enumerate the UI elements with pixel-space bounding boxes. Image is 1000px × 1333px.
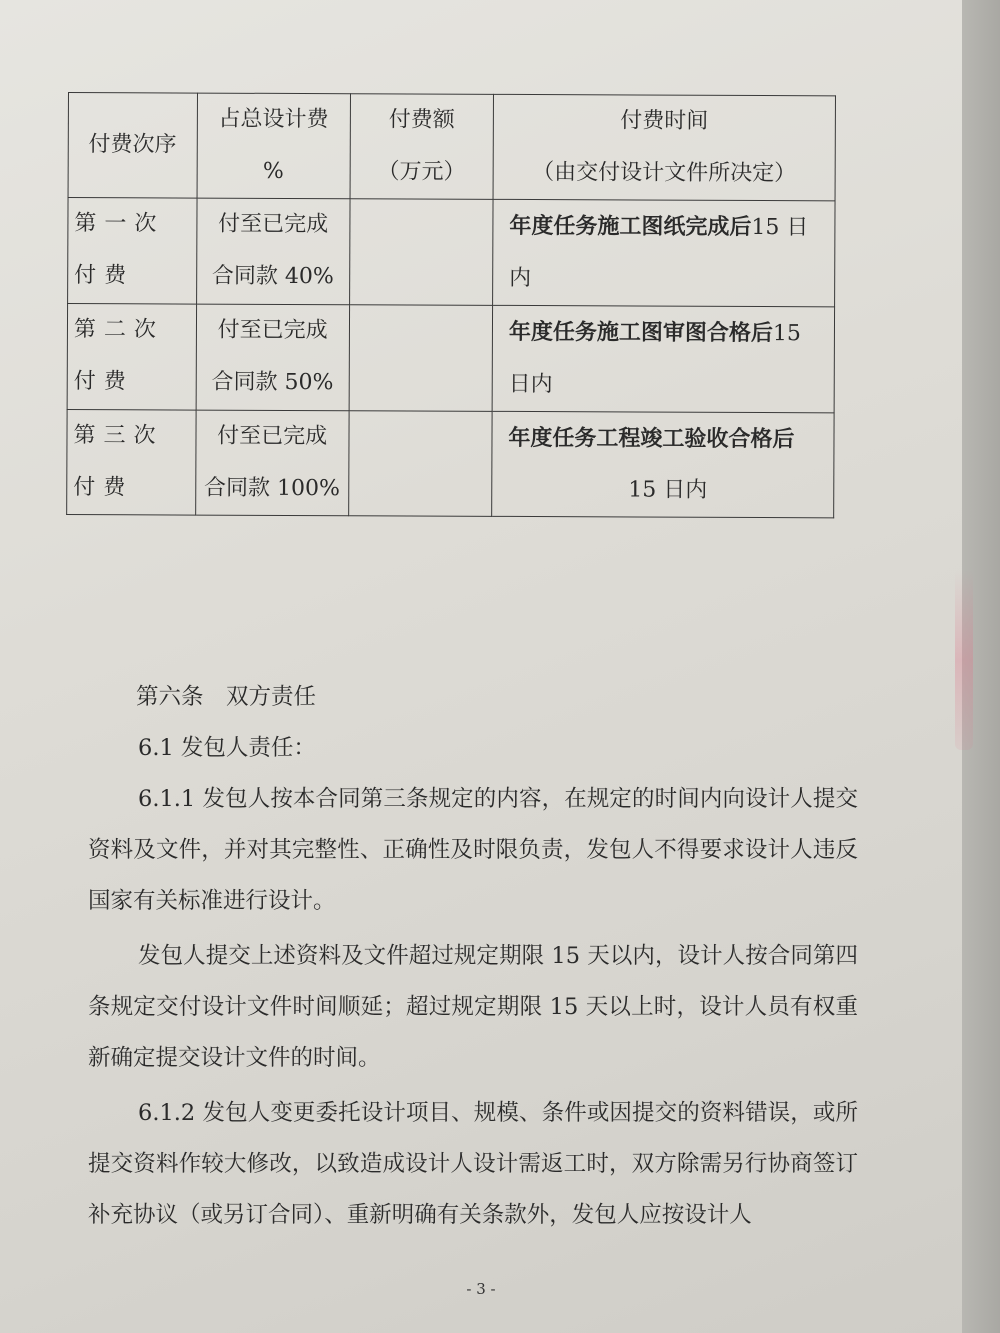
cell-text: 年度任务施工图审图合格后 [508,318,773,347]
cell-text: 合同款 100% [203,475,340,502]
paragraph: 6.1.2 发包人变更委托设计项目、规模、条件或因提交的资料错误，或所提交资料作较大修改，以致造成设计人设计需返工时，双方除需另行协商签订补充协议（或另订合同）、重新明确有关条款外，发包人应按设计人 [88,1100,858,1228]
seal-edge-mark [955,570,973,750]
payment-order-cell: 第二次付费 [67,304,196,411]
header-label: % [262,158,284,184]
article-heading: 第六条 双方责任 [136,684,317,710]
amount-cell [349,305,492,412]
cell-text: 付至已完成 [217,317,328,344]
percentage-cell [195,410,349,516]
header-label: 付费时间 [620,108,709,134]
table-row [67,304,834,413]
payment-time-cell [492,305,835,412]
article-body [88,672,858,1241]
cell-text: 付至已完成 [218,211,329,238]
header-payment-time [493,94,836,200]
cell-text: 年度任务工程竣工验收合格后 [508,424,795,453]
page-number: - 3 - [466,1280,496,1298]
payment-order-cell: 第三次付费 [67,409,196,515]
table-row [67,409,834,517]
amount-cell [349,199,492,306]
header-percentage [197,93,351,199]
header-label: 付费次序 [88,132,177,158]
header-label: 付费额 [388,107,455,133]
section-heading: 6.1 发包人责任： [138,735,316,761]
paragraph: 6.1.1 发包人按本合同第三条规定的内容，在规定的时间内向设计人提交资料及文件，并对其完整性、正确性及时限负责，发包人不得要求设计人违反国家有关标准进行设计。 [88,786,858,914]
cell-text: 15 日内 [509,214,809,292]
payment-order-cell: 第一次付费 [68,198,197,305]
cell-text: 年度任务施工图纸完成后 [509,212,752,240]
header-label: 占总设计费 [218,106,329,133]
header-amount [350,94,493,200]
payment-time-cell [493,199,836,306]
header-payment-order [68,93,197,199]
header-label: （万元） [377,159,466,185]
cell-text: 15 日内 [628,477,708,503]
table-header-row [68,93,835,201]
paragraph: 发包人提交上述资料及文件超过规定期限 15 天以内，设计人按合同第四条规定交付设计文件时间顺延；超过规定期限 15 天以上时，设计人员有权重新确定提交设计文件的时间。 [88,943,858,1071]
amount-cell [349,411,492,517]
cell-text: 合同款 40% [211,263,334,290]
cell-text: 付至已完成 [217,423,328,450]
cell-text: 合同款 50% [211,369,334,396]
percentage-cell [196,304,350,411]
cell-text: 15 日内 [508,321,801,398]
payment-schedule-table [66,92,836,518]
percentage-cell [196,198,350,305]
payment-time-cell [492,411,835,517]
header-label: （由交付设计文件所决定） [532,160,797,187]
table-row [68,198,835,307]
